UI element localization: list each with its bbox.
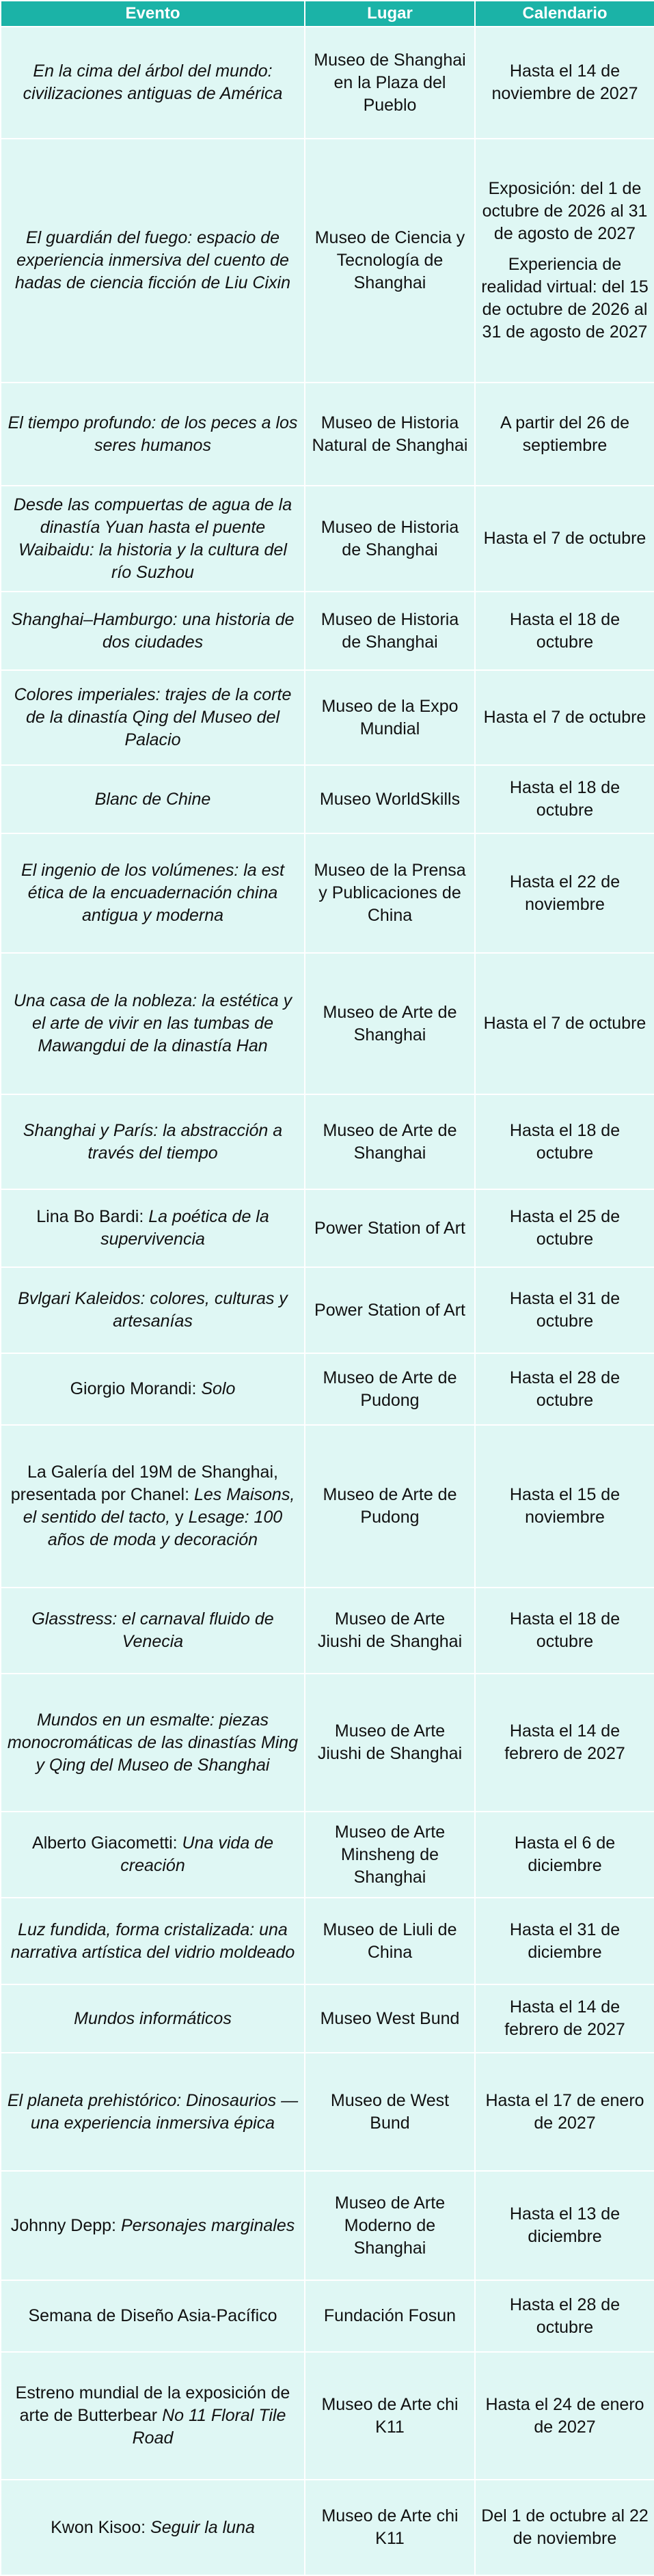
venue-cell: Museo de la Expo Mundial (305, 670, 475, 765)
event-text: Lesage: 100 años de moda y decoración (47, 1508, 283, 1549)
dates-cell (475, 765, 654, 833)
dates-cell (475, 2171, 654, 2280)
dates-cell (475, 1674, 654, 1812)
event-text: No 11 Floral Tile Road (132, 2406, 286, 2448)
table-row (1, 2171, 654, 2280)
event-cell (1, 1094, 305, 1189)
venue-cell: Museo de Historia Natural de Shanghai (305, 383, 475, 486)
event-text: Una casa de la nobleza: la estética y el arte de vivir en las tumbas de Mawangdui de la dinastía Han (13, 991, 292, 1055)
dates-cell (475, 833, 654, 953)
dates-cell (475, 953, 654, 1094)
date-text: Hasta el 14 de febrero de 2027 (504, 1997, 625, 2039)
event-text: y (175, 1508, 189, 1527)
venue-cell: Museo de la Prensa y Publicaciones de China (305, 833, 475, 953)
date-text: Hasta el 6 de diciembre (514, 1833, 616, 1875)
header-lugar: Lugar (305, 1, 475, 27)
venue-cell: Museo de Arte de Shanghai (305, 953, 475, 1094)
dates-cell (475, 2352, 654, 2480)
table-row (1, 1588, 654, 1674)
event-cell (1, 486, 305, 592)
table-row (1, 1984, 654, 2053)
date-text: Hasta el 28 de octubre (509, 2295, 621, 2337)
event-text: Johnny Depp: (10, 2215, 121, 2235)
date-text: Hasta el 18 de octubre (509, 1120, 621, 1163)
event-cell (1, 1674, 305, 1812)
event-cell (1, 1267, 305, 1353)
event-text: Luz fundida, forma cristalizada: una narrativa artística del vidrio moldeado (10, 1920, 295, 1962)
table-row (1, 1353, 654, 1425)
table-row (1, 1094, 654, 1189)
dates-cell (475, 1094, 654, 1189)
dates-cell (475, 2480, 654, 2575)
header-calendario: Calendario (475, 1, 654, 27)
dates-cell (475, 1189, 654, 1267)
date-text: Hasta el 31 de octubre (509, 1289, 621, 1331)
venue-cell: Museo de Arte Jiushi de Shanghai (305, 1674, 475, 1812)
event-text: Shanghai y París: la abstracción a través del tiempo (23, 1120, 283, 1163)
event-cell (1, 139, 305, 383)
venue-cell: Museo de Arte Minsheng de Shanghai (305, 1812, 475, 1898)
event-text: Colores imperiales: trajes de la corte de la dinastía Qing del Museo del Palacio (14, 685, 292, 749)
venue-cell: Museo de Liuli de China (305, 1898, 475, 1984)
date-text: A partir del 26 de septiembre (500, 413, 629, 455)
dates-cell (475, 27, 654, 139)
dates-cell (475, 2280, 654, 2352)
event-cell (1, 2171, 305, 2280)
date-text: Hasta el 7 de octubre (483, 1014, 646, 1033)
date-text: Hasta el 17 de enero de 2027 (485, 2090, 644, 2133)
date-text: Hasta el 7 de octubre (483, 708, 646, 727)
header-evento: Evento (1, 1, 305, 27)
date-text: Hasta el 18 de octubre (509, 1609, 621, 1651)
dates-cell (475, 486, 654, 592)
event-text: Glasstress: el carnaval fluido de Venecia (31, 1609, 274, 1651)
venue-cell: Museo de Ciencia y Tecnología de Shanghai (305, 139, 475, 383)
event-cell (1, 2480, 305, 2575)
event-text: Shanghai–Hamburgo: una historia de dos ciudades (11, 609, 295, 652)
date-text: Hasta el 18 de octubre (509, 609, 621, 652)
date-text: Hasta el 14 de noviembre de 2027 (491, 61, 638, 103)
date-text: Hasta el 14 de febrero de 2027 (504, 1721, 625, 1763)
table-row (1, 765, 654, 833)
event-text: El guardián del fuego: espacio de experiencia inmersiva del cuento de hadas de ciencia ficción de Liu Cixin (14, 228, 290, 292)
dates-cell (475, 1353, 654, 1425)
venue-cell: Museo de Shanghai en la Plaza del Pueblo (305, 27, 475, 139)
event-text: Kwon Kisoo: (51, 2517, 151, 2537)
dates-cell (475, 139, 654, 383)
event-cell (1, 1812, 305, 1898)
dates-cell (475, 1812, 654, 1898)
event-text: La poética de la supervivencia (100, 1207, 269, 1249)
date-text: Hasta el 24 de enero de 2027 (485, 2394, 644, 2437)
venue-cell: Museo de Historia de Shanghai (305, 486, 475, 592)
date-text: Hasta el 31 de diciembre (509, 1920, 621, 1962)
table-row (1, 953, 654, 1094)
table-row (1, 2480, 654, 2575)
venue-cell: Museo de Arte de Shanghai (305, 1094, 475, 1189)
date-text: Hasta el 28 de octubre (509, 1368, 621, 1410)
event-cell (1, 765, 305, 833)
dates-cell (475, 592, 654, 670)
event-text: Giorgio Morandi: (70, 1379, 202, 1398)
venue-cell: Museo de West Bund (305, 2053, 475, 2171)
event-cell (1, 2352, 305, 2480)
event-text: Personajes marginales (120, 2215, 295, 2235)
table-row (1, 139, 654, 383)
table-row (1, 383, 654, 486)
table-row (1, 1189, 654, 1267)
event-cell (1, 670, 305, 765)
event-text: Les Maisons, el sentido del tacto, (23, 1485, 295, 1527)
dates-cell (475, 1267, 654, 1353)
date-text: Experiencia de realidad virtual: del 15 de octubre de 2026 al 31 de agosto de 2027 (481, 255, 649, 342)
event-text: Mundos en un esmalte: piezas monocromáticas de las dinastías Ming y Qing del Museo de Shanghai (7, 1710, 299, 1775)
event-text: Blanc de Chine (94, 789, 211, 809)
venue-cell: Museo de Arte de Pudong (305, 1353, 475, 1425)
event-cell (1, 1898, 305, 1984)
table-row (1, 27, 654, 139)
header-row (1, 1, 654, 27)
event-text: El planeta prehistórico: Dinosaurios — una experiencia inmersiva épica (7, 2090, 299, 2133)
event-cell (1, 27, 305, 139)
venue-cell: Fundación Fosun (305, 2280, 475, 2352)
table-row (1, 486, 654, 592)
table-row (1, 2280, 654, 2352)
dates-cell (475, 1898, 654, 1984)
event-text: Alberto Giacometti: (32, 1833, 182, 1853)
venue-cell: Museo West Bund (305, 1984, 475, 2053)
table-row (1, 833, 654, 953)
table-row (1, 670, 654, 765)
event-cell (1, 1588, 305, 1674)
event-text: Una vida de creación (120, 1833, 273, 1875)
event-text: Semana de Diseño Asia-Pacífico (28, 2306, 277, 2325)
event-cell (1, 953, 305, 1094)
dates-cell (475, 1425, 654, 1588)
event-text: En la cima del árbol del mundo: civilizaciones antiguas de América (23, 61, 283, 103)
event-cell (1, 1425, 305, 1588)
event-cell (1, 592, 305, 670)
dates-cell (475, 670, 654, 765)
event-text: La Galería del 19M de Shanghai, presentada por Chanel: (10, 1463, 278, 1504)
event-text: El tiempo profundo: de los peces a los seres humanos (8, 413, 298, 455)
event-cell (1, 383, 305, 486)
date-text: Exposición: del 1 de octubre de 2026 al 31 de agosto de 2027 (482, 179, 648, 243)
venue-cell: Museo WorldSkills (305, 765, 475, 833)
date-text: Hasta el 7 de octubre (483, 529, 646, 548)
venue-cell: Museo de Arte chi K11 (305, 2480, 475, 2575)
table-row (1, 1674, 654, 1812)
event-text: El ingenio de los volúmenes: la est ética de la encuadernación china antigua y moderna (21, 861, 284, 925)
event-text: Desde las compuertas de agua de la dinastía Yuan hasta el puente Waibaidu: la historia y la cultura del río Suzhou (13, 495, 292, 582)
event-cell (1, 1189, 305, 1267)
table-row (1, 2053, 654, 2171)
date-text: Hasta el 25 de octubre (509, 1207, 621, 1249)
event-cell (1, 1984, 305, 2053)
dates-cell (475, 383, 654, 486)
venue-cell: Museo de Arte chi K11 (305, 2352, 475, 2480)
table-row (1, 1425, 654, 1588)
venue-cell: Power Station of Art (305, 1267, 475, 1353)
table-row (1, 1812, 654, 1898)
date-text: Hasta el 15 de noviembre (509, 1485, 621, 1527)
date-text: Hasta el 22 de noviembre (509, 872, 621, 914)
table-row (1, 1898, 654, 1984)
dates-cell (475, 1984, 654, 2053)
event-text: Mundos informáticos (74, 2008, 232, 2028)
event-cell (1, 833, 305, 953)
date-text: Hasta el 13 de diciembre (509, 2204, 621, 2246)
event-text: Bvlgari Kaleidos: colores, culturas y artesanías (18, 1289, 288, 1331)
table-row (1, 1267, 654, 1353)
event-text: Lina Bo Bardi: (36, 1207, 149, 1226)
venue-cell: Museo de Historia de Shanghai (305, 592, 475, 670)
venue-cell: Museo de Arte de Pudong (305, 1425, 475, 1588)
table-body (1, 27, 654, 2575)
dates-cell (475, 1588, 654, 1674)
event-cell (1, 2280, 305, 2352)
event-text: Seguir la luna (150, 2517, 255, 2537)
date-text: Del 1 de octubre al 22 de noviembre (481, 2506, 649, 2548)
table-row (1, 2352, 654, 2480)
event-cell (1, 2053, 305, 2171)
event-cell (1, 1353, 305, 1425)
venue-cell: Power Station of Art (305, 1189, 475, 1267)
event-text: Solo (201, 1379, 236, 1398)
venue-cell: Museo de Arte Jiushi de Shanghai (305, 1588, 475, 1674)
date-text: Hasta el 18 de octubre (509, 778, 621, 820)
event-text: Estreno mundial de la exposición de arte de Butterbear (15, 2383, 290, 2425)
venue-cell: Museo de Arte Moderno de Shanghai (305, 2171, 475, 2280)
table-row (1, 592, 654, 670)
dates-cell (475, 2053, 654, 2171)
